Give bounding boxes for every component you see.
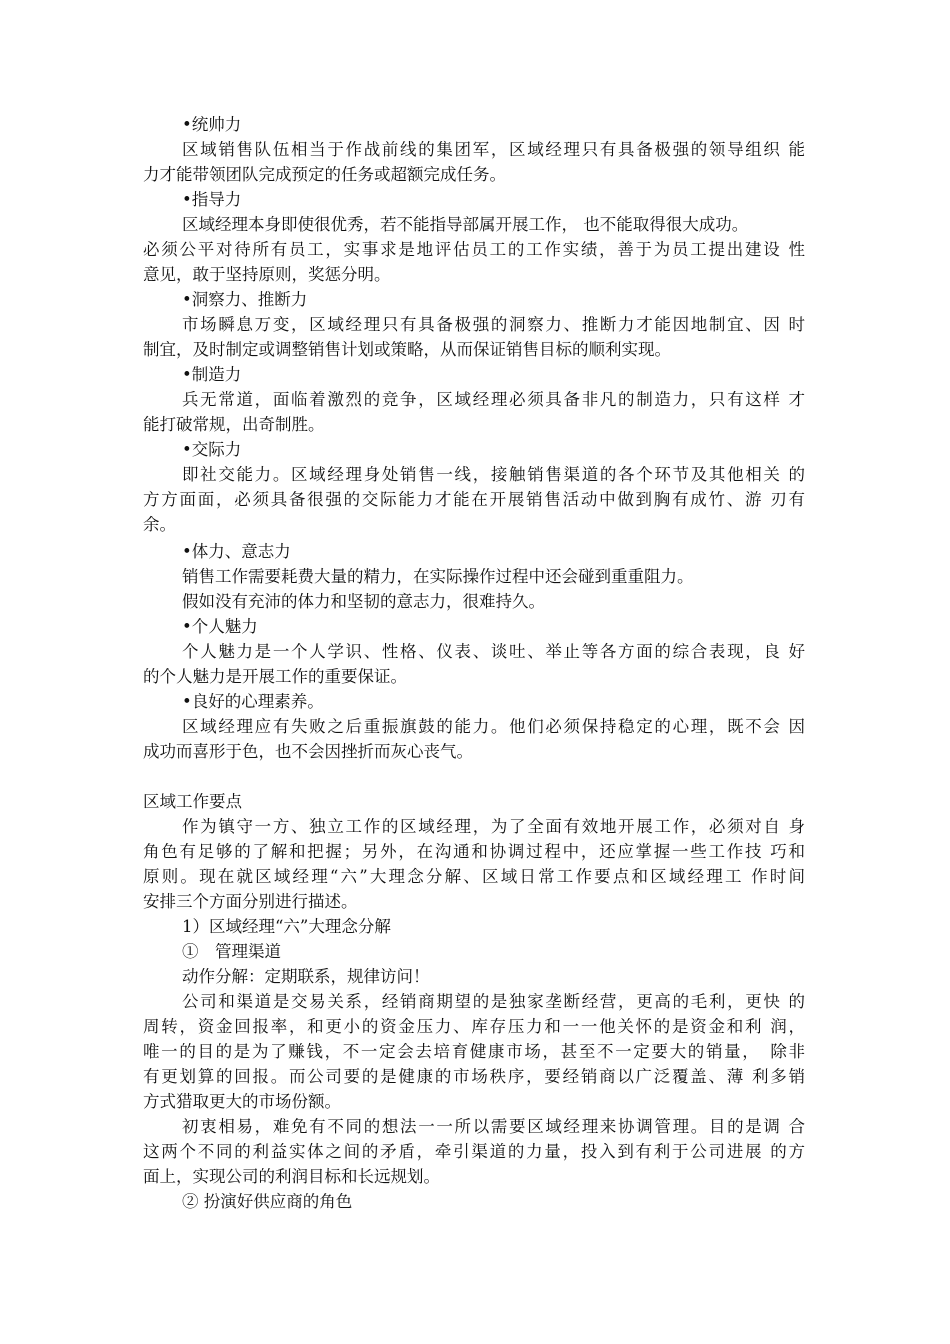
paragraph-line: 动作分解：定期联系，规律访问！	[182, 967, 430, 986]
bullet-heading-guidance: •指导力	[182, 190, 242, 209]
bullet-heading-creativity: •制造力	[182, 365, 242, 384]
paragraph-line: 周转，资金回报率，和更小的资金压力、库存压力和一一他关怀的是资金和利 润，	[143, 1017, 805, 1036]
paragraph-line: 必须公平对待所有员工，实事求是地评估员工的工作实绩，善于为员工提出建设 性	[143, 240, 805, 259]
subsection-title: 1）区域经理“六”大理念分解	[182, 917, 391, 936]
paragraph-line: 有更划算的回报。而公司要的是健康的市场秩序，要经销商以广泛覆盖、薄 利多销	[143, 1067, 805, 1086]
list-item-heading: ① 管理渠道	[182, 942, 281, 961]
paragraph-line: 公司和渠道是交易关系，经销商期望的是独家垄断经营，更高的毛利，更快 的	[182, 992, 805, 1011]
paragraph-line: 角色有足够的了解和把握；另外，在沟通和协调过程中，还应掌握一些工作技 巧和	[143, 842, 805, 861]
bullet-heading-mentality: •良好的心理素养。	[182, 692, 324, 711]
paragraph-line: 这两个不同的利益实体之间的矛盾，牵引渠道的力量，投入到有利于公司进展 的方	[143, 1142, 805, 1161]
list-item-heading: ② 扮演好供应商的角色	[182, 1192, 353, 1211]
paragraph-line: 的个人魅力是开展工作的重要保证。	[143, 667, 407, 686]
paragraph-line: 原则。现在就区域经理“六”大理念分解、区域日常工作要点和区域经理工 作时间	[143, 867, 805, 886]
paragraph-line: 作为镇守一方、独立工作的区域经理，为了全面有效地开展工作，必须对自 身	[182, 817, 805, 836]
paragraph-line: 个人魅力是一个人学识、性格、仪表、谈吐、举止等各方面的综合表现，良 好	[182, 642, 805, 661]
paragraph-line: 兵无常道，面临着激烈的竞争，区域经理必须具备非凡的制造力，只有这样 才	[182, 390, 805, 409]
paragraph-line: 制宜，及时制定或调整销售计划或策略，从而保证销售目标的顺利实现。	[143, 340, 671, 359]
paragraph-line: 意见，敢于坚持原则，奖惩分明。	[143, 265, 391, 284]
paragraph-line: 力才能带领团队完成预定的任务或超额完成任务。	[143, 165, 506, 184]
bullet-heading-insight: •洞察力、推断力	[182, 290, 308, 309]
paragraph-line: 方方面面，必须具备很强的交际能力才能在开展销售活动中做到胸有成竹、游 刃有	[143, 490, 805, 509]
paragraph-line: 余。	[143, 515, 176, 534]
bullet-heading-social: •交际力	[182, 440, 242, 459]
bullet-heading-stamina: •体力、意志力	[182, 542, 291, 561]
paragraph-line: 面上，实现公司的利润目标和长远规划。	[143, 1167, 440, 1186]
bullet-heading-leadership: •统帅力	[182, 115, 242, 134]
paragraph-line: 方式猎取更大的市场份额。	[143, 1092, 341, 1111]
paragraph-line: 区域经理应有失败之后重振旗鼓的能力。他们必须保持稳定的心理，既不会 因	[182, 717, 805, 736]
paragraph-line: 能打破常规，出奇制胜。	[143, 415, 325, 434]
bullet-heading-charisma: •个人魅力	[182, 617, 258, 636]
paragraph-line: 即社交能力。区域经理身处销售一线，接触销售渠道的各个环节及其他相关 的	[182, 465, 805, 484]
paragraph-line: 安排三个方面分别进行描述。	[143, 892, 358, 911]
paragraph-line: 初衷相易，难免有不同的想法一一所以需要区域经理来协调管理。目的是调 合	[182, 1117, 805, 1136]
paragraph-line: 区域经理本身即使很优秀，若不能指导部属开展工作， 也不能取得很大成功。	[182, 215, 749, 234]
paragraph-line: 销售工作需要耗费大量的精力，在实际操作过程中还会碰到重重阻力。	[182, 567, 694, 586]
paragraph-line: 成功而喜形于色，也不会因挫折而灰心丧气。	[143, 742, 473, 761]
section-title: 区域工作要点	[143, 792, 242, 811]
paragraph-line: 市场瞬息万变，区域经理只有具备极强的洞察力、推断力才能因地制宜、因 时	[182, 315, 805, 334]
paragraph-line: 唯一的目的是为了赚钱，不一定会去培育健康市场，甚至不一定要大的销量， 除非	[143, 1042, 805, 1061]
paragraph-line: 假如没有充沛的体力和坚韧的意志力，很难持久。	[182, 592, 545, 611]
paragraph-line: 区域销售队伍相当于作战前线的集团军，区域经理只有具备极强的领导组织 能	[182, 140, 805, 159]
